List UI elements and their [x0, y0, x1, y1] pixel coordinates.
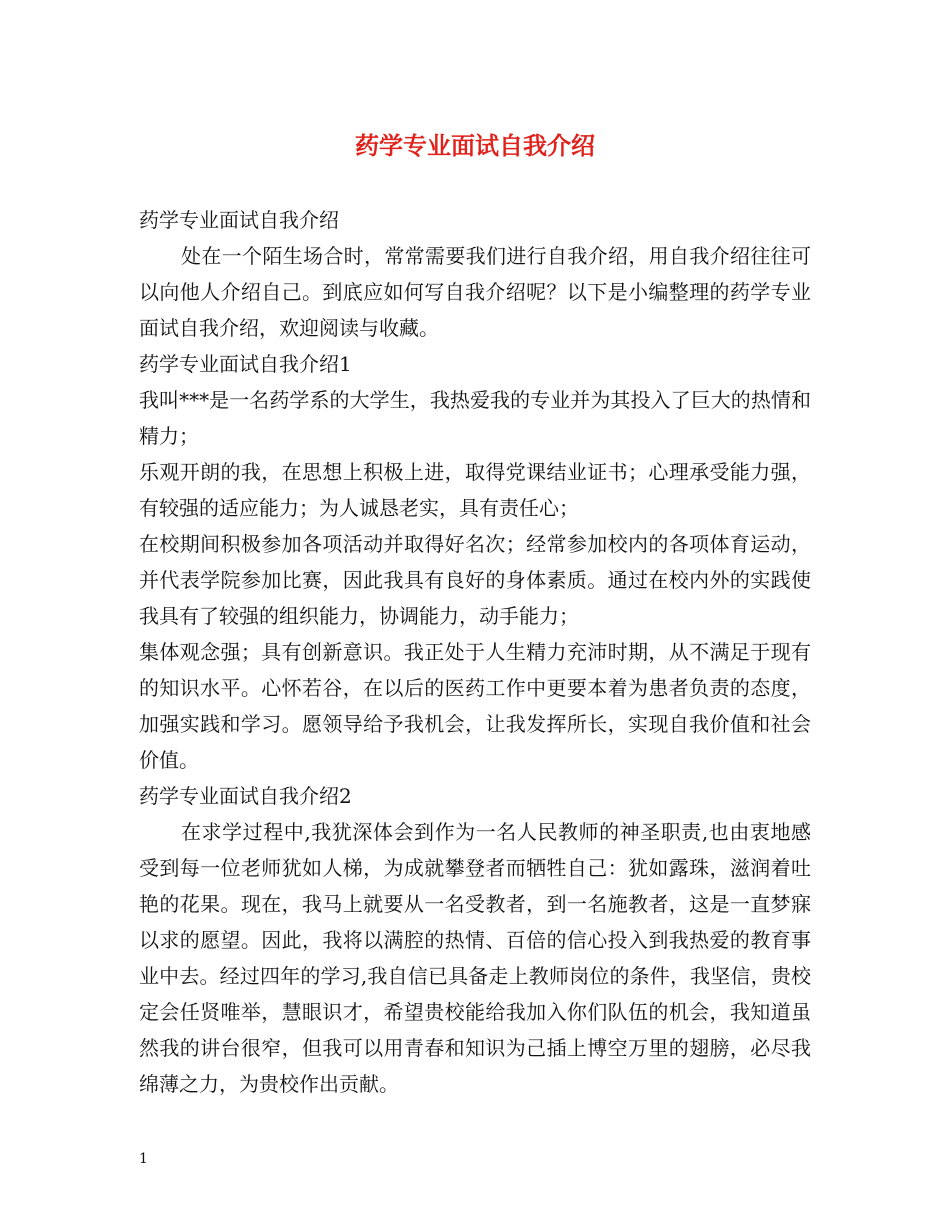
- section-1-paragraph-4: 集体观念强；具有创新意识。我正处于人生精力充沛时期，从不满足于现有的知识水平。心怀若谷，在以后的医药工作中更要本着为患者负责的态度，加强实践和学习。愿领导给予我机会，让我发挥所长，实现自我价值和社会价值。: [139, 640, 811, 772]
- section-heading-1: 药学专业面试自我介绍1: [139, 352, 352, 376]
- section-1-paragraph-2: 乐观开朗的我，在思想上积极上进，取得党课结业证书；心理承受能力强，有较强的适应能力；为人诚恳老实，具有责任心；: [139, 460, 811, 520]
- page-number: 1: [139, 1151, 148, 1167]
- section-2-paragraph-1: 在求学过程中,我犹深体会到作为一名人民教师的神圣职责,也由衷地感受到每一位老师犹如人梯，为成就攀登者而牺牲自己：犹如露珠，滋润着吐艳的花果。现在，我马上就要从一名受教者，到一名施教者，这是一直梦寐以求的愿望。因此，我将以满腔的热情、百倍的信心投入到我热爱的教育事业中去。经过四年的学习,我自信已具备走上教师岗位的条件，我坚信，贵校定会任贤唯举，慧眼识才，希望贵校能给我加入你们队伍的机会，我知道虽然我的讲台很窄，但我可以用青春和知识为己插上博空万里的翅膀，必尽我绵薄之力，为贵校作出贡献。: [139, 820, 811, 1096]
- body-heading: 药学专业面试自我介绍: [139, 208, 339, 232]
- section-heading-2: 药学专业面试自我介绍2: [139, 784, 352, 808]
- section-1-paragraph-1: 我叫***是一名药学系的大学生，我热爱我的专业并为其投入了巨大的热情和精力；: [139, 388, 811, 448]
- section-1-paragraph-3: 在校期间积极参加各项活动并取得好名次；经常参加校内的各项体育运动，并代表学院参加比赛，因此我具有良好的身体素质。通过在校内外的实践使我具有了较强的组织能力，协调能力，动手能力；: [139, 532, 811, 628]
- intro-paragraph: 处在一个陌生场合时，常常需要我们进行自我介绍，用自我介绍往往可以向他人介绍自己。到底应如何写自我介绍呢？以下是小编整理的药学专业面试自我介绍，欢迎阅读与收藏。: [139, 244, 811, 340]
- document-body: [139, 202, 811, 1102]
- document-title: 药学专业面试自我介绍: [355, 131, 595, 160]
